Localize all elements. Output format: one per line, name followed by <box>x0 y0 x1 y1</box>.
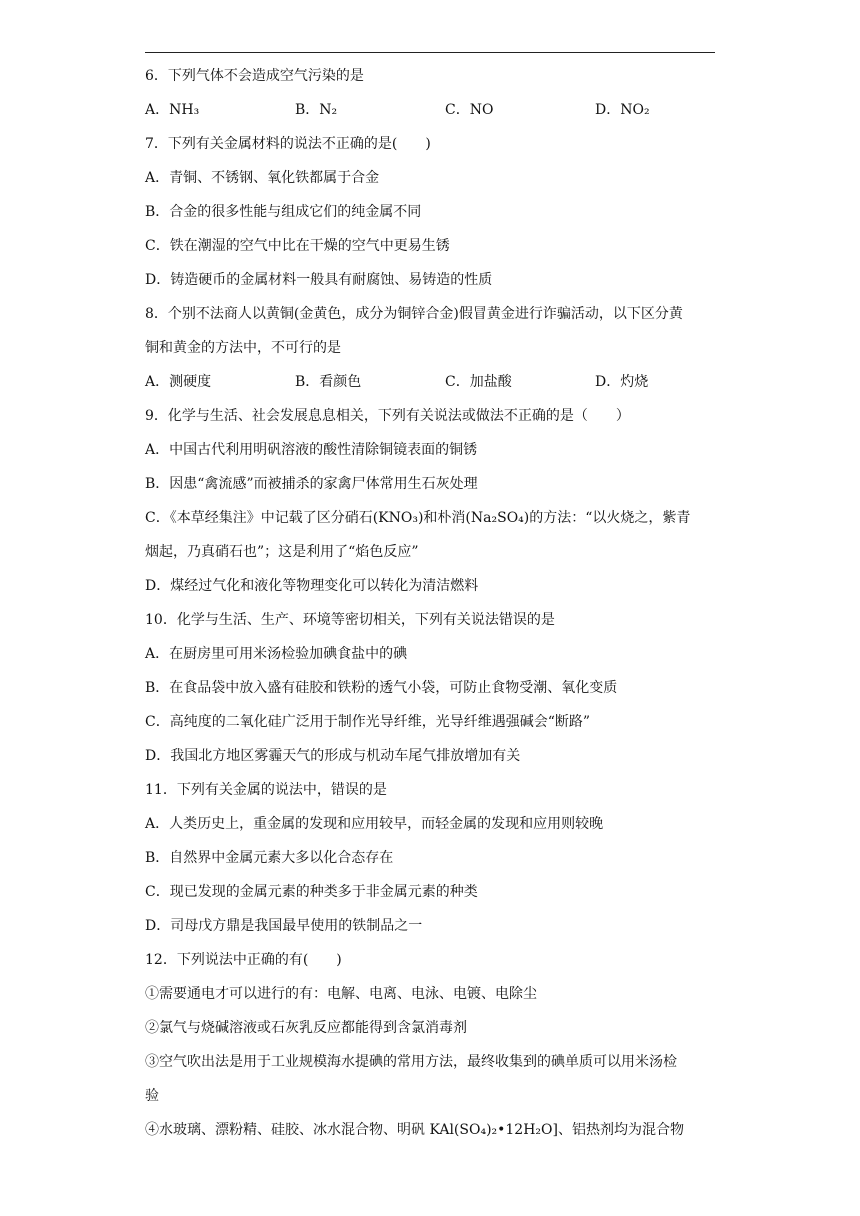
q9-option-c-line2: 烟起，乃真硝石也”；这是利用了“焰色反应” <box>145 544 419 560</box>
q11-option-a: A．人类历史上，重金属的发现和应用较早，而轻金属的发现和应用则较晚 <box>145 816 604 832</box>
question-list <box>145 66 720 1154</box>
q12-item-2: ②氯气与烧碱溶液或石灰乳反应都能得到含氯消毒剂 <box>145 1020 467 1036</box>
q10-stem: 10．化学与生活、生产、环境等密切相关，下列有关说法错误的是 <box>145 612 555 628</box>
q7-option-d: D．铸造硬币的金属材料一般具有耐腐蚀、易铸造的性质 <box>145 272 493 288</box>
q7-option-a: A．青铜、不锈钢、氧化铁都属于合金 <box>145 170 380 186</box>
q9-option-a: A．中国古代利用明矾溶液的酸性清除铜镜表面的铜锈 <box>145 442 478 458</box>
q7-option-b: B．合金的很多性能与组成它们的纯金属不同 <box>145 204 422 220</box>
q6-option-d: D．NO₂ <box>595 102 650 118</box>
q6-stem: 6．下列气体不会造成空气污染的是 <box>145 68 364 84</box>
q9-option-b: B．因患“禽流感”而被捕杀的家禽尸体常用生石灰处理 <box>145 476 478 492</box>
q9-option-d: D．煤经过气化和液化等物理变化可以转化为清洁燃料 <box>145 578 479 594</box>
q11-option-b: B．自然界中金属元素大多以化合态存在 <box>145 850 394 866</box>
q11-option-d: D．司母戊方鼎是我国最早使用的铁制品之一 <box>145 918 423 934</box>
q10-option-a: A．在厨房里可用米汤检验加碘食盐中的碘 <box>145 646 408 662</box>
q8-stem-line2: 铜和黄金的方法中，不可行的是 <box>145 340 341 356</box>
q11-stem: 11．下列有关金属的说法中，错误的是 <box>145 782 387 798</box>
q9-option-c-line1: C．《本草经集注》中记载了区分硝石(KNO₃)和朴消(Na₂SO₄)的方法：“以火烧之，紫青 <box>145 510 691 526</box>
q11-option-c: C．现已发现的金属元素的种类多于非金属元素的种类 <box>145 884 478 900</box>
q12-stem: 12．下列说法中正确的有( ) <box>145 952 342 968</box>
q8-option-a: A．测硬度 <box>145 374 212 390</box>
q7-option-c: C．铁在潮湿的空气中比在干燥的空气中更易生锈 <box>145 238 450 254</box>
q6-options <box>145 100 720 134</box>
q12-item-3-line1: ③空气吹出法是用于工业规模海水提碘的常用方法，最终收集到的碘单质可以用米汤检 <box>145 1054 677 1070</box>
q6-option-a: A．NH₃ <box>145 102 200 118</box>
q10-option-b: B．在食品袋中放入盛有硅胶和铁粉的透气小袋，可防止食物受潮、氧化变质 <box>145 680 618 696</box>
q9-stem: 9．化学与生活、社会发展息息相关，下列有关说法或做法不正确的是（ ） <box>145 408 630 424</box>
q12-item-1: ①需要通电才可以进行的有：电解、电离、电泳、电镀、电除尘 <box>145 986 537 1002</box>
q6-option-c: C．NO <box>445 102 494 118</box>
q6-option-b: B．N₂ <box>295 102 338 118</box>
q8-stem-line1: 8．个别不法商人以黄铜(金黄色，成分为铜锌合金)假冒黄金进行诈骗活动，以下区分黄 <box>145 306 683 322</box>
q12-item-4: ④水玻璃、漂粉精、硅胶、冰水混合物、明矾 KAl(SO₄)₂•12H₂O]、铝热剂均为混合物 <box>145 1122 684 1138</box>
q8-option-d: D．灼烧 <box>595 374 649 390</box>
q10-option-d: D．我国北方地区雾霾天气的形成与机动车尾气排放增加有关 <box>145 748 521 764</box>
q10-option-c: C．高纯度的二氧化硅广泛用于制作光导纤维，光导纤维遇强碱会“断路” <box>145 714 591 730</box>
q7-stem: 7．下列有关金属材料的说法不正确的是( ) <box>145 136 431 152</box>
header-rule <box>145 52 715 53</box>
q12-item-3-line2: 验 <box>145 1088 159 1104</box>
q8-option-b: B．看颜色 <box>295 374 362 390</box>
q8-options <box>145 372 720 406</box>
q8-option-c: C．加盐酸 <box>445 374 512 390</box>
